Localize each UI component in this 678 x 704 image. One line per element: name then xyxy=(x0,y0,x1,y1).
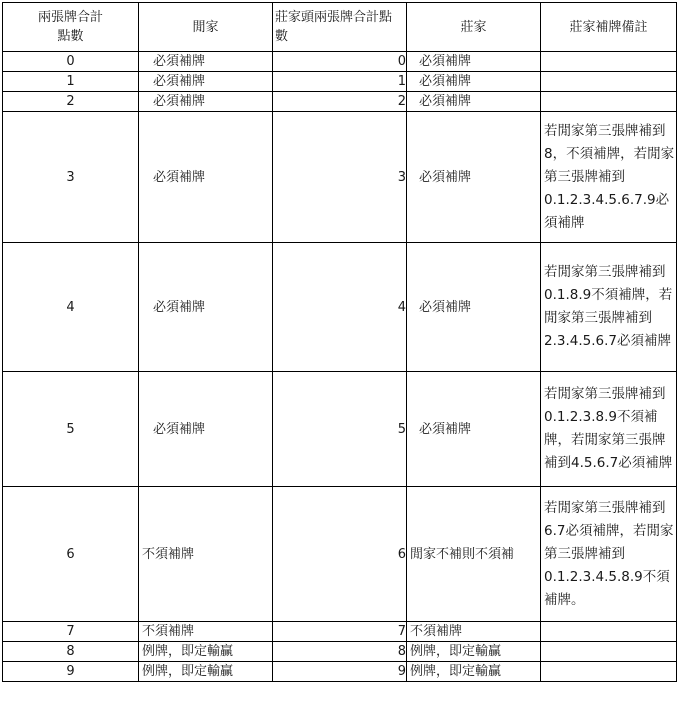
cell-player: 不須補牌 xyxy=(139,622,273,642)
table-row xyxy=(3,92,677,112)
cell-banker-total: 8 xyxy=(273,642,407,662)
cell-banker: 不須補牌 xyxy=(407,622,541,642)
table-row xyxy=(3,642,677,662)
cell-note xyxy=(541,52,677,72)
cell-player: 必須補牌 xyxy=(139,372,273,487)
cell-total: 5 xyxy=(3,372,139,487)
cell-note: 若閒家第三張牌補到6.7必須補牌，若閒家第三張牌補到0.1.2.3.4.5.8.9不須補牌。 xyxy=(541,487,677,622)
cell-banker-total: 4 xyxy=(273,243,407,372)
cell-banker-total: 1 xyxy=(273,72,407,92)
cell-note: 若閒家第三張牌補到0.1.8.9不須補牌，若閒家第三張牌補到2.3.4.5.6.7必須補牌 xyxy=(541,243,677,372)
cell-note xyxy=(541,72,677,92)
cell-banker: 例牌，即定輸贏 xyxy=(407,642,541,662)
cell-player: 例牌，即定輸贏 xyxy=(139,662,273,682)
header-note: 莊家補牌備註 xyxy=(541,3,677,52)
cell-player: 必須補牌 xyxy=(139,92,273,112)
table-row xyxy=(3,372,677,487)
cell-player: 例牌，即定輸贏 xyxy=(139,642,273,662)
cell-player: 必須補牌 xyxy=(139,112,273,243)
cell-note xyxy=(541,92,677,112)
cell-player: 不須補牌 xyxy=(139,487,273,622)
header-total: 兩張牌合計點數 xyxy=(3,3,139,52)
cell-banker-total: 6 xyxy=(273,487,407,622)
table-row xyxy=(3,52,677,72)
cell-total: 1 xyxy=(3,72,139,92)
cell-total: 6 xyxy=(3,487,139,622)
cell-banker-total: 2 xyxy=(273,92,407,112)
header-banker: 莊家 xyxy=(407,3,541,52)
cell-banker-total: 5 xyxy=(273,372,407,487)
table-row xyxy=(3,487,677,622)
table-row xyxy=(3,243,677,372)
cell-total: 9 xyxy=(3,662,139,682)
cell-banker: 必須補牌 xyxy=(407,52,541,72)
cell-banker: 必須補牌 xyxy=(407,243,541,372)
cell-note: 若閒家第三張牌補到8，不須補牌，若閒家第三張牌補到0.1.2.3.4.5.6.7.9必須補牌 xyxy=(541,112,677,243)
table-row xyxy=(3,662,677,682)
cell-total: 4 xyxy=(3,243,139,372)
header-banker-total: 莊家頭兩張牌合計點數 xyxy=(273,3,407,52)
cell-banker: 必須補牌 xyxy=(407,372,541,487)
cell-note xyxy=(541,662,677,682)
table-row xyxy=(3,112,677,243)
baccarat-drawing-rules-table xyxy=(2,2,677,682)
cell-note xyxy=(541,642,677,662)
cell-banker: 閒家不補則不須補 xyxy=(407,487,541,622)
table-row xyxy=(3,72,677,92)
cell-total: 2 xyxy=(3,92,139,112)
cell-note xyxy=(541,622,677,642)
cell-note: 若閒家第三張牌補到0.1.2.3.8.9不須補牌，若閒家第三張牌補到4.5.6.7必須補牌 xyxy=(541,372,677,487)
header-player: 閒家 xyxy=(139,3,273,52)
cell-player: 必須補牌 xyxy=(139,243,273,372)
cell-banker-total: 7 xyxy=(273,622,407,642)
cell-banker: 例牌，即定輸贏 xyxy=(407,662,541,682)
cell-banker: 必須補牌 xyxy=(407,92,541,112)
cell-banker-total: 3 xyxy=(273,112,407,243)
cell-total: 7 xyxy=(3,622,139,642)
cell-total: 0 xyxy=(3,52,139,72)
cell-total: 8 xyxy=(3,642,139,662)
cell-banker-total: 9 xyxy=(273,662,407,682)
cell-player: 必須補牌 xyxy=(139,52,273,72)
header-row xyxy=(3,3,677,52)
cell-player: 必須補牌 xyxy=(139,72,273,92)
cell-banker: 必須補牌 xyxy=(407,72,541,92)
cell-banker: 必須補牌 xyxy=(407,112,541,243)
table-row xyxy=(3,622,677,642)
cell-total: 3 xyxy=(3,112,139,243)
cell-banker-total: 0 xyxy=(273,52,407,72)
